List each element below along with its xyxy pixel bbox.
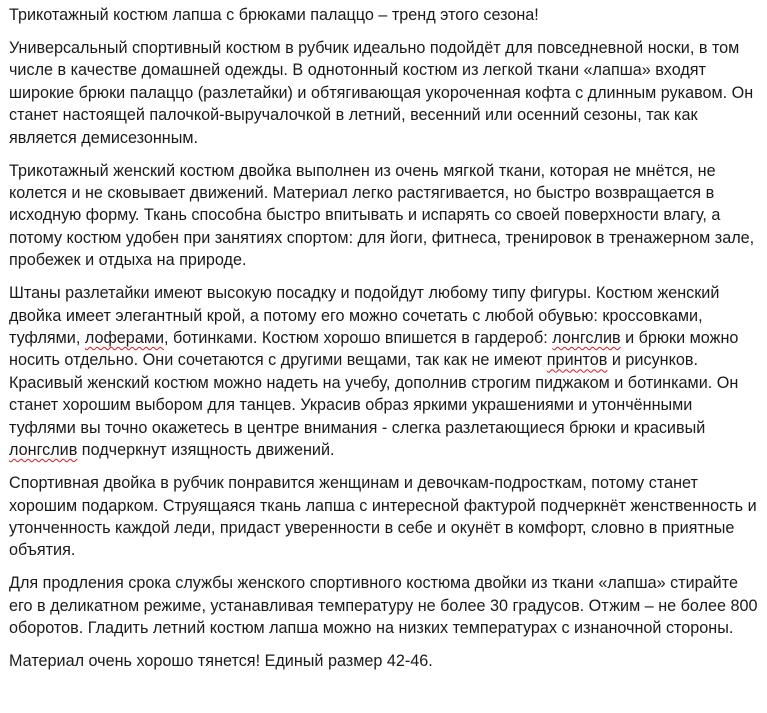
spellcheck-flagged-word[interactable]: принтов xyxy=(546,351,608,370)
text-line: Красивый женский костюм можно надеть на учебу, дополнив строгим пиджаком и ботинками. Он xyxy=(9,373,739,392)
text-line: его в деликатном режиме, устанавливая температуру не более 30 градусов. Отжим – не более 800 xyxy=(9,596,758,615)
text-line: двойка имеет элегантный крой, а потому его можно сочетать с любой обувью: кроссовками, xyxy=(9,306,703,325)
text-line: Трикотажный женский костюм двойка выполнен из очень мягкой ткани, которая не мнётся, не xyxy=(9,161,716,180)
paragraph-4 xyxy=(9,282,765,461)
text-line: Спортивная двойка в рубчик понравится женщинам и девочкам-подросткам, потому станет xyxy=(9,474,698,493)
text-line: числе в качестве домашней одежды. В однотонный костюм из легкой ткани «лапша» входят xyxy=(9,61,706,80)
text-line: Материал очень хорошо тянется! Единый размер 42-46. xyxy=(9,652,433,671)
text-line: оборотов. Гладить летний костюм лапша можно на низких температурах с изнаночной стороны. xyxy=(9,619,734,638)
text-line: Универсальный спортивный костюм в рубчик идеально подойдёт для повседневной носки, в том xyxy=(9,39,740,57)
spellcheck-flagged-word[interactable]: лоферами xyxy=(84,329,164,348)
text-line: хорошим подарком. Струящаяся ткань лапша с интересной фактурой подчеркнёт женственность и xyxy=(9,496,757,515)
text-line: широкие брюки палаццо (разлетайки) и обтягивающая укороченная кофта с длинным рукавом. Он xyxy=(9,83,754,102)
paragraph-6 xyxy=(9,572,765,639)
text-line: потому костюм удобен при занятиях спортом: для йоги, фитнеса, тренировок в тренажерном зале, xyxy=(9,228,755,247)
paragraph-7 xyxy=(9,650,765,672)
text-line: туфлями вы точно окажетесь в центре внимания - слегка разлетающиеся брюки и красивый xyxy=(9,418,706,437)
text-line: носить отдельно. Они сочетаются с другими вещами, так как не имеют принтов и рисунков. xyxy=(9,351,698,370)
text-line: пробежек и отдыха на природе. xyxy=(9,251,247,270)
text-line: Трикотажный костюм лапша с брюками палаццо – тренд этого сезона! xyxy=(9,6,539,24)
text-line: туфлями, лоферами, ботинками. Костюм хорошо впишется в гардероб: лонгслив и брюки можно xyxy=(9,329,739,348)
spellcheck-flagged-word[interactable]: лонгслив xyxy=(552,329,621,348)
text-line: колется и не сковывает движений. Материал легко растягивается, но быстро возвращается в xyxy=(9,184,715,203)
paragraph-2 xyxy=(9,37,765,149)
text-line: исходную форму. Ткань способна быстро впитывать и испарять со своей поверхности влагу, а xyxy=(9,206,721,225)
text-line: Штаны разлетайки имеют высокую посадку и подойдут любому типу фигуры. Костюм женский xyxy=(9,284,720,303)
paragraph-3 xyxy=(9,160,765,272)
text-line: объятия. xyxy=(9,541,76,560)
text-line: Для продления срока службы женского спортивного костюма двойки из ткани «лапша» стирайте xyxy=(9,574,738,593)
spellcheck-flagged-word[interactable]: лонгслив xyxy=(9,441,78,460)
text-line: станет настоящей палочкой-выручалочкой в летний, весенний или осенний сезоны, так как xyxy=(9,106,698,125)
text-line: станет хорошим выбором для танцев. Украсив образ яркими украшениями и утончёнными xyxy=(9,396,693,415)
text-line: лонгслив подчеркнут изящность движений. xyxy=(9,441,335,460)
text-line: является демисезонным. xyxy=(9,128,199,147)
paragraph-title xyxy=(9,4,765,26)
document-body xyxy=(9,4,765,683)
text-line: утонченность каждой леди, придаст уверенности в себе и окунёт в комфорт, словно в приятные xyxy=(9,518,735,537)
paragraph-5 xyxy=(9,472,765,562)
